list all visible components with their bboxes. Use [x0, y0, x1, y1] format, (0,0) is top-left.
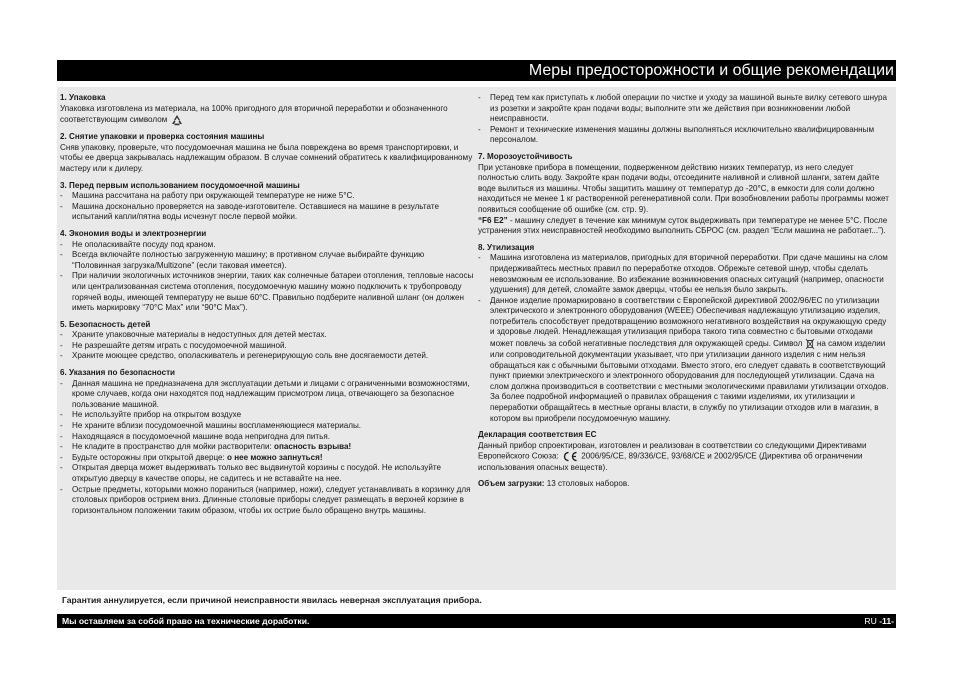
list-item: - Не разрешайте детям играть с посудомоечной машиной. — [60, 340, 287, 350]
recycle-icon — [170, 114, 184, 126]
footer-disclaimer: Мы оставляем за собой право на технические доработки. — [62, 616, 310, 626]
list-item: - Будьте осторожны при открытой дверце: о нее можно запнуться! — [60, 452, 323, 462]
section-title-safety: 6. Указания по безопасности — [60, 368, 176, 378]
list-item: - Данная машина не предназначена для эксплуатации детьми и лицами с ограниченными возможностями, кроме случаев, когда они находятся под надлежащим присмотром лица, отвечающего за безопасное пользование машиной. — [60, 378, 470, 409]
page-title-bar — [57, 60, 896, 81]
list-item: - Данное изделие промаркировано в соответствии с Европейской директивой 2002/96/EC по утилизации электрического и электронного оборудования (WEEE) Обеспечивая надлежащую утилизацию изделия, потребитель способствует предотвращению возможного негативного воздействия на окружающую среду и здоровье людей. Ненадлежащая утилизация прибора такого типа совместно с бытовыми отходами может повлечь за собой негативные последствия для окружающей среды. Символ на самом изделии или сопроводительной документации указывает, что при утилизации данного изделия с ним нельзя обращаться как с обычными бытовыми отходами. Вместо этого, его следует сдавать в соответствующий пункт приемки электрического и электронного оборудования для последующей утилизации. Сдача на слом должна производиться в соответствии с местными экологическими правилами утилизации отходов. За более подробной информацией о правилах обращения с такими изделиями, их утилизации и переработки обращайтесь в местные органы власти, в службу по утилизации отходов или в магазин, в котором вы приобрели посудомоечную машину. — [478, 295, 889, 423]
list-item: - Не используйте прибор на открытом воздухе — [60, 410, 242, 420]
list-item: - Машина досконально проверяется на заводе-изготовителе. Оставшиеся на машине в результате испытаний капли/пятна воды исчезнут после первой мойки. — [60, 201, 439, 222]
left-column — [60, 93, 474, 516]
list-item: - При наличии экологичных источников энергии, таких как солнечные батареи отопления, тепловые насосы или централизованная система отопления, посудомоечную машину можно подключить к трубопроводу горячей воды, имеющей температуру не выше 60°С. Правильно подберите наливной шланг (он должен иметь маркировку “70°С Max” или “90°С Max”). — [60, 271, 474, 313]
section-title-frost: 7. Морозоустойчивость — [478, 151, 573, 161]
list-item: - Не храните вблизи посудомоечной машины воспламеняющиеся материалы. — [60, 421, 362, 431]
list-item: - Храните упаковочные материалы в недоступных для детей местах. — [60, 330, 327, 340]
load-capacity: Объем загрузки: 13 столовых наборов. — [478, 479, 630, 489]
list-item: - Перед тем как приступать к любой операции по чистке и уходу за машиной выньте вилку сетевого шнура из розетки и закройте кран подачи воды; выполните эти же действия при возникновении любой неисправности. — [478, 93, 887, 124]
list-item: - Острые предметы, которыми можно пораниться (например, ножи), следует устанавливать в корзинку для столовых приборов острием вниз. Длинные столовые приборы следует размещать в верхней корзине в горизонтальном положении таким образом, чтобы их острие было обращено внутрь машины. — [60, 484, 471, 515]
list-item: - Не ополаскивайте посуду под краном. — [60, 239, 216, 249]
list-item: - Находящаяся в посудомоечной машине вода непригодна для питья. — [60, 431, 330, 441]
warranty-note: Гарантия аннулируется, если причиной неисправности явилась неверная эксплуатация прибора. — [62, 595, 482, 605]
section-text-frost: При установке прибора в помещении, подверженном действию низких температур, из него следует полностью слить воду. Закройте кран подачи воды, отсоедините наливной и сливной шланги, затем дайте воде вылиться из машины. Чтобы защитить машину от температур до -20°С, в емкости для соли должно находиться не менее 1 кг растворенной регенеративной соли. При возобновлении работы программы может появиться сообщение об ошибке (см. стр. 9). — [478, 162, 889, 214]
section-title-first-use: 3. Перед первым использованием посудомоечной машины — [60, 180, 300, 190]
section-title-economy: 4. Экономия воды и электроэнергии — [60, 228, 207, 238]
list-item: - Всегда включайте полностью загруженную машину; в противном случае выбирайте функцию “Половинная загрузка/Multizone” (если таковая имеется). — [60, 250, 425, 270]
list-item: - Ремонт и технические изменения машины должны выполняться исключительно квалифицированным персоналом. — [478, 124, 875, 145]
list-item: - Машина рассчитана на работу при окружающей температуре не ниже 5°С. — [60, 191, 355, 201]
section-title-unpacking: 2. Снятие упаковки и проверка состояния машины — [60, 132, 265, 142]
right-column — [478, 93, 892, 490]
section-title-disposal: 8. Утилизация — [478, 242, 535, 252]
crossed-bin-icon — [805, 338, 815, 350]
section-text-unpacking: Сняв упаковку, проверьте, что посудомоечная машина не была повреждена во время транспортировки, и чтобы ее дверца закрывалась надлежащим образом. В случае сомнений обратитесь к квалифицированному мастеру или к дилеру. — [60, 142, 473, 173]
list-item: - Машина изготовлена из материалов, пригодных для вторичной переработки. При сдаче машины на слом придерживайтесь местных правил по переработке отходов. Обрежьте сетевой шнур, чтобы сделать невозможным ее использование. Во избежание возникновения опасных ситуаций (например, опасности удушения) для детей, сломайте замок дверцы, чтобы ее нельзя было закрыть. — [478, 253, 888, 295]
section-title-child-safety: 5. Безопасность детей — [60, 319, 151, 329]
content-panel — [57, 87, 896, 590]
ce-mark-icon — [561, 451, 579, 462]
section-title-packaging: 1. Упаковка — [60, 93, 106, 102]
list-item: - Не кладите в пространство для мойки растворители: опасность взрыва! — [60, 442, 352, 452]
section-title-declaration: Декларация соответствия ЕС — [478, 430, 597, 440]
list-item: - Храните моющее средство, ополаскиватель и регенерирующую соль вне досягаемости детей. — [60, 351, 429, 361]
footer-bar — [57, 614, 896, 628]
section-text-packaging: Упаковка изготовлена из материала, на 100% пригодного для вторичной переработки и обозначенного соответствующим символом — [60, 103, 448, 125]
page-number: RU -11- — [864, 616, 894, 626]
section-text-f6-error: “F6 E2” - машину следует в течение как минимум суток выдерживать при температуре не менее 5°С. После устранения этих неисправностей необходимо выполнить СБРОС (см. раздел “Если машина не работает...”). — [478, 215, 888, 236]
section-text-declaration: Данный прибор спроектирован, изготовлен и реализован в соответствии со следующими Директивами Европейского Союза: 2006/95/CE, 89/336/CE, 93/68/CE и 2002/95/CE (Директива об ограничении использования опасных веществ). — [478, 440, 867, 472]
page-title: Меры предосторожности и общие рекомендации — [528, 62, 894, 79]
list-item: - Открытая дверца может выдерживать только вес выдвинутой корзины с посудой. Не используйте открытую дверцу в качестве опоры, не садитесь и не вставайте на нее. — [60, 463, 441, 483]
